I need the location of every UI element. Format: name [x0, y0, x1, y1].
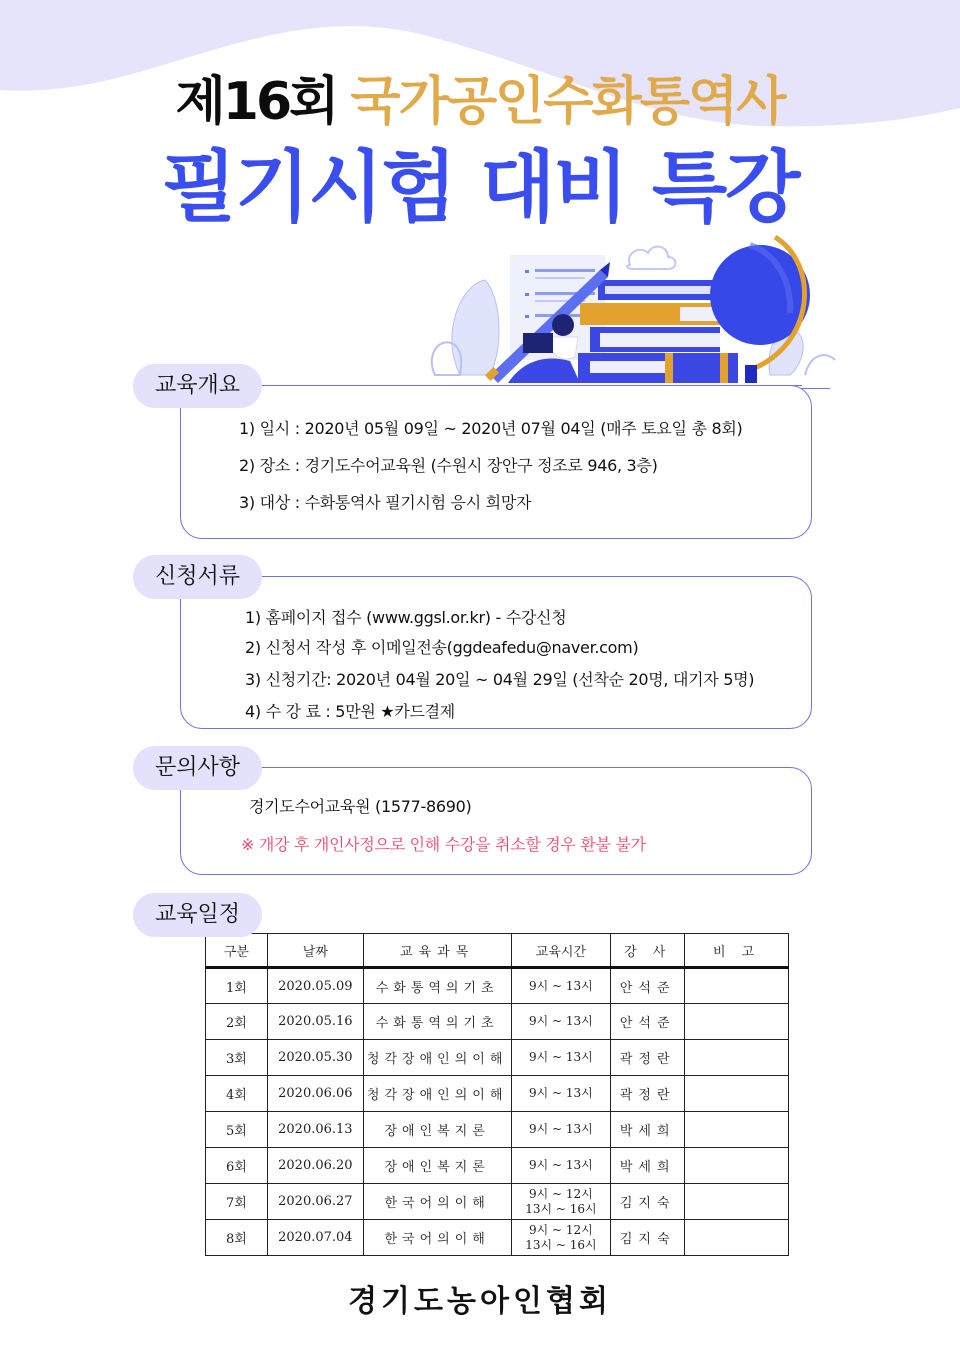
cell-instructor: 곽정란 — [611, 1076, 685, 1112]
cell-instructor: 안석준 — [611, 968, 685, 1004]
cell-time: 9시 ~ 13시 — [511, 1004, 611, 1040]
cell-note — [685, 1076, 789, 1112]
application-fee: 4) 수 강 료 : 5만원 ★카드결제 — [245, 702, 455, 721]
inquiry-contact: 경기도수어교육원 (1577-8690) — [249, 797, 472, 816]
table-row — [206, 1112, 789, 1148]
cell-session: 4회 — [206, 1076, 268, 1112]
section-label-schedule: 교육일정 — [133, 893, 262, 937]
cell-instructor: 곽정란 — [611, 1040, 685, 1076]
col-subject: 교육과목 — [363, 934, 511, 968]
cell-note — [685, 968, 789, 1004]
cell-instructor: 박세희 — [611, 1148, 685, 1184]
cell-subject: 청각장애인의이해 — [363, 1076, 511, 1112]
cell-session: 7회 — [206, 1184, 268, 1220]
cell-note — [685, 1148, 789, 1184]
table-row — [206, 1076, 789, 1112]
cell-subject: 수화통역의기초 — [363, 968, 511, 1004]
cell-time: 9시 ~ 13시 — [511, 968, 611, 1004]
cell-subject: 한국어의이해 — [363, 1184, 511, 1220]
qualification-label: 국가공인수화통역사 — [350, 72, 785, 132]
cell-date: 2020.05.30 — [267, 1040, 363, 1076]
col-date: 날짜 — [267, 934, 363, 968]
cell-session: 5회 — [206, 1112, 268, 1148]
cell-date: 2020.05.16 — [267, 1004, 363, 1040]
cell-date: 2020.06.06 — [267, 1076, 363, 1112]
cell-session: 1회 — [206, 968, 268, 1004]
table-row — [206, 1184, 789, 1220]
cell-date: 2020.06.20 — [267, 1148, 363, 1184]
cell-date: 2020.07.04 — [267, 1220, 363, 1256]
cell-time: 9시 ~ 13시 — [511, 1076, 611, 1112]
cell-date: 2020.05.09 — [267, 968, 363, 1004]
application-box — [180, 576, 812, 729]
cell-time: 9시 ~ 13시 — [511, 1040, 611, 1076]
cell-date: 2020.06.13 — [267, 1112, 363, 1148]
cell-time — [511, 1184, 611, 1220]
cell-session: 6회 — [206, 1148, 268, 1184]
cell-session: 3회 — [206, 1040, 268, 1076]
cell-session: 2회 — [206, 1004, 268, 1040]
inquiry-box — [180, 767, 812, 875]
time-line-1: 9시 ~ 12시 — [529, 1186, 593, 1201]
application-period: 3) 신청기간: 2020년 04월 20일 ~ 04월 29일 (선착순 20명, 대기자 5명) — [245, 670, 755, 689]
organization-name: 경기도농아인협회 — [348, 1284, 612, 1319]
cell-instructor: 김지숙 — [611, 1220, 685, 1256]
overview-box — [180, 385, 812, 539]
schedule-header-row — [206, 934, 789, 968]
cell-time: 9시 ~ 13시 — [511, 1148, 611, 1184]
table-row — [206, 1220, 789, 1256]
overview-location: 2) 장소 : 경기도수어교육원 (수원시 장안구 정조로 946, 3층) — [239, 456, 658, 475]
cell-time: 9시 ~ 13시 — [511, 1112, 611, 1148]
title-line-1 — [0, 70, 960, 134]
cell-subject: 수화통역의기초 — [363, 1004, 511, 1040]
cell-session: 8회 — [206, 1220, 268, 1256]
edition-label: 제16회 — [175, 72, 337, 132]
section-label-inquiry: 문의사항 — [133, 746, 262, 790]
cell-subject: 장애인복지론 — [363, 1112, 511, 1148]
cell-note — [685, 1040, 789, 1076]
time-line-2: 13시 ~ 16시 — [525, 1237, 597, 1252]
application-email: 2) 신청서 작성 후 이메일전송(ggdeafedu@naver.com) — [245, 638, 639, 657]
time-line-1: 9시 ~ 12시 — [529, 1222, 593, 1237]
study-illustration — [430, 225, 840, 390]
table-row — [206, 1004, 789, 1040]
cell-time — [511, 1220, 611, 1256]
cell-date: 2020.06.27 — [267, 1184, 363, 1220]
col-time: 교육시간 — [511, 934, 611, 968]
application-homepage: 1) 홈페이지 접수 (www.ggsl.or.kr) - 수강신청 — [245, 608, 567, 627]
table-row — [206, 968, 789, 1004]
overview-target: 3) 대상 : 수화통역사 필기시험 응시 희망자 — [239, 493, 532, 512]
cell-instructor: 박세희 — [611, 1112, 685, 1148]
cell-instructor: 안석준 — [611, 1004, 685, 1040]
cell-subject: 청각장애인의이해 — [363, 1040, 511, 1076]
section-label-application: 신청서류 — [133, 555, 262, 599]
cell-instructor: 김지숙 — [611, 1184, 685, 1220]
cell-note — [685, 1004, 789, 1040]
overview-date: 1) 일시 : 2020년 05월 09일 ~ 2020년 07월 04일 (매주 토요일 총 8회) — [239, 419, 743, 438]
cell-subject: 한국어의이해 — [363, 1220, 511, 1256]
cell-subject: 장애인복지론 — [363, 1148, 511, 1184]
cell-note — [685, 1112, 789, 1148]
cell-note — [685, 1184, 789, 1220]
col-session: 구분 — [206, 934, 268, 968]
refund-warning: ※ 개강 후 개인사정으로 인해 수강을 취소할 경우 환불 불가 — [241, 835, 646, 854]
table-row — [206, 1040, 789, 1076]
time-line-2: 13시 ~ 16시 — [525, 1201, 597, 1216]
col-note: 비 고 — [685, 934, 789, 968]
table-row — [206, 1148, 789, 1184]
cell-note — [685, 1220, 789, 1256]
col-instructor: 강 사 — [611, 934, 685, 968]
section-label-overview: 교육개요 — [133, 364, 262, 408]
schedule-table — [205, 933, 789, 1256]
main-title: 필기시험 대비 특강 — [161, 143, 799, 233]
